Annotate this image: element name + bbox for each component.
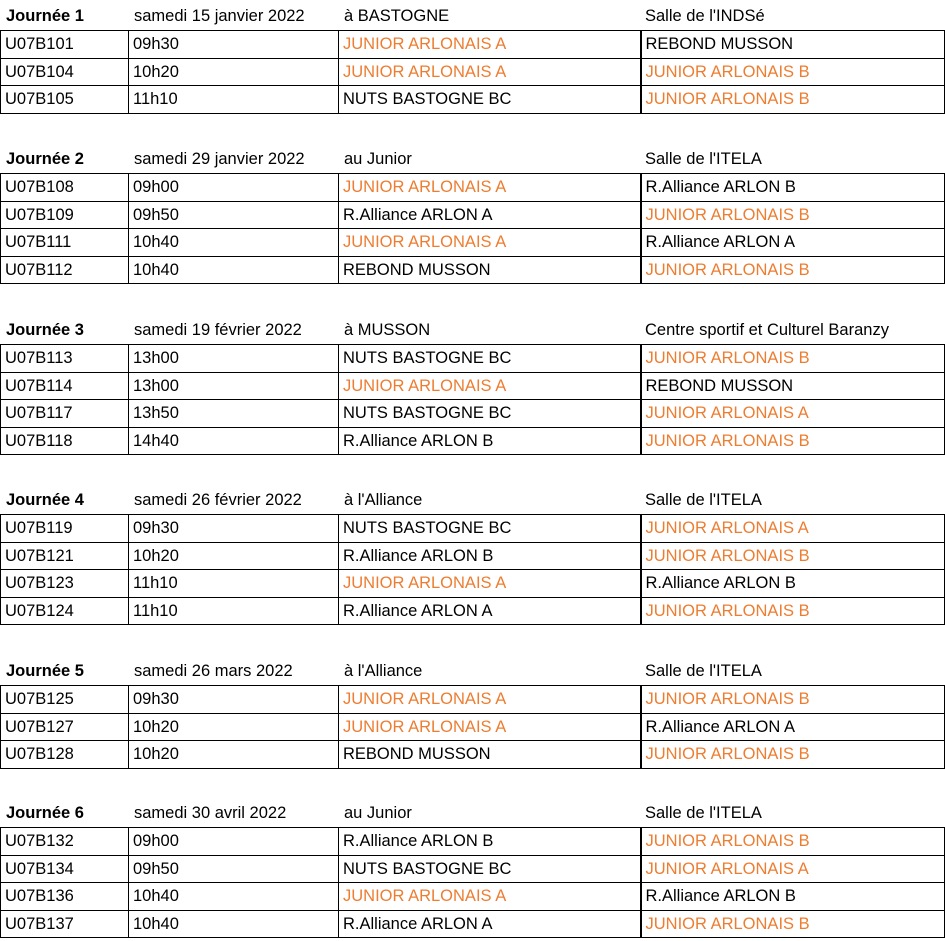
match-time: 11h10 bbox=[129, 86, 339, 114]
journee-hall: Centre sportif et Culturel Baranzy bbox=[645, 321, 889, 339]
match-time: 14h40 bbox=[129, 427, 339, 455]
journee-label: Journée 3 bbox=[6, 321, 84, 339]
away-team: JUNIOR ARLONAIS B bbox=[641, 741, 945, 769]
away-team: JUNIOR ARLONAIS B bbox=[641, 86, 945, 114]
table-row bbox=[1, 229, 945, 257]
table-row bbox=[1, 86, 945, 114]
home-team: JUNIOR ARLONAIS A bbox=[339, 883, 641, 911]
journee-place: au Junior bbox=[344, 804, 412, 822]
match-code: U07B114 bbox=[1, 372, 129, 400]
journee-section bbox=[0, 2, 945, 114]
home-team: JUNIOR ARLONAIS A bbox=[339, 372, 641, 400]
away-team: JUNIOR ARLONAIS A bbox=[641, 515, 945, 543]
match-code: U07B134 bbox=[1, 855, 129, 883]
journee-date: samedi 26 février 2022 bbox=[134, 491, 302, 509]
journee-hall: Salle de l'ITELA bbox=[645, 491, 762, 509]
match-code: U07B111 bbox=[1, 229, 129, 257]
match-code: U07B121 bbox=[1, 542, 129, 570]
journee-label: Journée 2 bbox=[6, 150, 84, 168]
journee-hall: Salle de l'ITELA bbox=[645, 662, 762, 680]
away-team: R.Alliance ARLON B bbox=[641, 883, 945, 911]
match-table bbox=[0, 827, 945, 938]
match-code: U07B124 bbox=[1, 597, 129, 625]
match-code: U07B104 bbox=[1, 58, 129, 86]
home-team: JUNIOR ARLONAIS A bbox=[339, 713, 641, 741]
match-time: 10h40 bbox=[129, 883, 339, 911]
match-time: 09h30 bbox=[129, 686, 339, 714]
match-time: 13h50 bbox=[129, 400, 339, 428]
table-row bbox=[1, 372, 945, 400]
home-team: NUTS BASTOGNE BC bbox=[339, 515, 641, 543]
match-time: 13h00 bbox=[129, 345, 339, 373]
match-time: 10h20 bbox=[129, 741, 339, 769]
journee-header bbox=[0, 799, 945, 827]
home-team: R.Alliance ARLON B bbox=[339, 542, 641, 570]
journee-place: à MUSSON bbox=[344, 321, 431, 339]
match-code: U07B101 bbox=[1, 31, 129, 59]
match-table bbox=[0, 344, 945, 455]
table-row bbox=[1, 174, 945, 202]
match-code: U07B132 bbox=[1, 828, 129, 856]
home-team: JUNIOR ARLONAIS A bbox=[339, 58, 641, 86]
match-time: 13h00 bbox=[129, 372, 339, 400]
home-team: JUNIOR ARLONAIS A bbox=[339, 686, 641, 714]
home-team: R.Alliance ARLON B bbox=[339, 828, 641, 856]
journee-label: Journée 5 bbox=[6, 662, 84, 680]
home-team: R.Alliance ARLON A bbox=[339, 201, 641, 229]
table-row bbox=[1, 400, 945, 428]
match-table bbox=[0, 514, 945, 625]
away-team: JUNIOR ARLONAIS B bbox=[641, 256, 945, 284]
table-row bbox=[1, 597, 945, 625]
match-table bbox=[0, 30, 945, 114]
home-team: JUNIOR ARLONAIS A bbox=[339, 31, 641, 59]
match-time: 10h20 bbox=[129, 713, 339, 741]
journee-label: Journée 6 bbox=[6, 804, 84, 822]
match-code: U07B128 bbox=[1, 741, 129, 769]
away-team: JUNIOR ARLONAIS B bbox=[641, 828, 945, 856]
match-time: 09h00 bbox=[129, 828, 339, 856]
table-row bbox=[1, 713, 945, 741]
home-team: NUTS BASTOGNE BC bbox=[339, 855, 641, 883]
home-team: REBOND MUSSON bbox=[339, 256, 641, 284]
table-row bbox=[1, 515, 945, 543]
match-time: 10h40 bbox=[129, 910, 339, 938]
journee-label: Journée 4 bbox=[6, 491, 84, 509]
away-team: JUNIOR ARLONAIS A bbox=[641, 400, 945, 428]
match-code: U07B117 bbox=[1, 400, 129, 428]
journee-header bbox=[0, 2, 945, 30]
away-team: R.Alliance ARLON B bbox=[641, 570, 945, 598]
home-team: R.Alliance ARLON B bbox=[339, 427, 641, 455]
table-row bbox=[1, 256, 945, 284]
journee-section bbox=[0, 657, 945, 769]
table-row bbox=[1, 201, 945, 229]
match-code: U07B112 bbox=[1, 256, 129, 284]
match-time: 09h30 bbox=[129, 31, 339, 59]
match-time: 09h00 bbox=[129, 174, 339, 202]
journee-section bbox=[0, 145, 945, 284]
journee-date: samedi 30 avril 2022 bbox=[134, 804, 287, 822]
home-team: R.Alliance ARLON A bbox=[339, 597, 641, 625]
journee-section bbox=[0, 486, 945, 625]
journee-label: Journée 1 bbox=[6, 7, 84, 25]
journee-place: à l'Alliance bbox=[344, 491, 423, 509]
away-team: JUNIOR ARLONAIS B bbox=[641, 427, 945, 455]
home-team: NUTS BASTOGNE BC bbox=[339, 345, 641, 373]
journee-section bbox=[0, 799, 945, 938]
match-code: U07B125 bbox=[1, 686, 129, 714]
away-team: REBOND MUSSON bbox=[641, 31, 945, 59]
match-time: 09h30 bbox=[129, 515, 339, 543]
match-code: U07B137 bbox=[1, 910, 129, 938]
match-code: U07B113 bbox=[1, 345, 129, 373]
away-team: JUNIOR ARLONAIS B bbox=[641, 910, 945, 938]
match-time: 10h20 bbox=[129, 58, 339, 86]
table-row bbox=[1, 570, 945, 598]
match-time: 11h10 bbox=[129, 597, 339, 625]
table-row bbox=[1, 58, 945, 86]
away-team: REBOND MUSSON bbox=[641, 372, 945, 400]
match-code: U07B118 bbox=[1, 427, 129, 455]
table-row bbox=[1, 855, 945, 883]
match-time: 10h40 bbox=[129, 256, 339, 284]
away-team: JUNIOR ARLONAIS B bbox=[641, 345, 945, 373]
away-team: JUNIOR ARLONAIS B bbox=[641, 597, 945, 625]
match-table bbox=[0, 685, 945, 769]
home-team: JUNIOR ARLONAIS A bbox=[339, 570, 641, 598]
match-code: U07B109 bbox=[1, 201, 129, 229]
table-row bbox=[1, 828, 945, 856]
match-time: 11h10 bbox=[129, 570, 339, 598]
table-row bbox=[1, 686, 945, 714]
home-team: NUTS BASTOGNE BC bbox=[339, 400, 641, 428]
match-table bbox=[0, 173, 945, 284]
match-time: 10h20 bbox=[129, 542, 339, 570]
journee-header bbox=[0, 486, 945, 514]
away-team: JUNIOR ARLONAIS B bbox=[641, 686, 945, 714]
away-team: R.Alliance ARLON B bbox=[641, 174, 945, 202]
match-code: U07B119 bbox=[1, 515, 129, 543]
journee-date: samedi 26 mars 2022 bbox=[134, 662, 293, 680]
table-row bbox=[1, 741, 945, 769]
home-team: JUNIOR ARLONAIS A bbox=[339, 174, 641, 202]
table-row bbox=[1, 542, 945, 570]
match-code: U07B127 bbox=[1, 713, 129, 741]
table-row bbox=[1, 910, 945, 938]
journee-place: à BASTOGNE bbox=[344, 7, 450, 25]
table-row bbox=[1, 345, 945, 373]
journee-hall: Salle de l'ITELA bbox=[645, 150, 762, 168]
match-code: U07B108 bbox=[1, 174, 129, 202]
table-row bbox=[1, 883, 945, 911]
away-team: R.Alliance ARLON A bbox=[641, 229, 945, 257]
home-team: JUNIOR ARLONAIS A bbox=[339, 229, 641, 257]
journee-place: à l'Alliance bbox=[344, 662, 423, 680]
home-team: R.Alliance ARLON A bbox=[339, 910, 641, 938]
away-team: JUNIOR ARLONAIS B bbox=[641, 201, 945, 229]
journee-hall: Salle de l'INDSé bbox=[645, 7, 765, 25]
away-team: JUNIOR ARLONAIS B bbox=[641, 58, 945, 86]
table-row bbox=[1, 427, 945, 455]
match-time: 09h50 bbox=[129, 201, 339, 229]
match-time: 10h40 bbox=[129, 229, 339, 257]
away-team: JUNIOR ARLONAIS B bbox=[641, 542, 945, 570]
match-code: U07B136 bbox=[1, 883, 129, 911]
match-code: U07B105 bbox=[1, 86, 129, 114]
match-code: U07B123 bbox=[1, 570, 129, 598]
home-team: NUTS BASTOGNE BC bbox=[339, 86, 641, 114]
journee-date: samedi 29 janvier 2022 bbox=[134, 150, 305, 168]
away-team: R.Alliance ARLON A bbox=[641, 713, 945, 741]
journee-section bbox=[0, 316, 945, 455]
match-time: 09h50 bbox=[129, 855, 339, 883]
away-team: JUNIOR ARLONAIS A bbox=[641, 855, 945, 883]
journee-date: samedi 19 février 2022 bbox=[134, 321, 302, 339]
journee-header bbox=[0, 316, 945, 344]
table-row bbox=[1, 31, 945, 59]
journee-header bbox=[0, 657, 945, 685]
journee-header bbox=[0, 145, 945, 173]
home-team: REBOND MUSSON bbox=[339, 741, 641, 769]
journee-hall: Salle de l'ITELA bbox=[645, 804, 762, 822]
journee-place: au Junior bbox=[344, 150, 412, 168]
journee-date: samedi 15 janvier 2022 bbox=[134, 7, 305, 25]
